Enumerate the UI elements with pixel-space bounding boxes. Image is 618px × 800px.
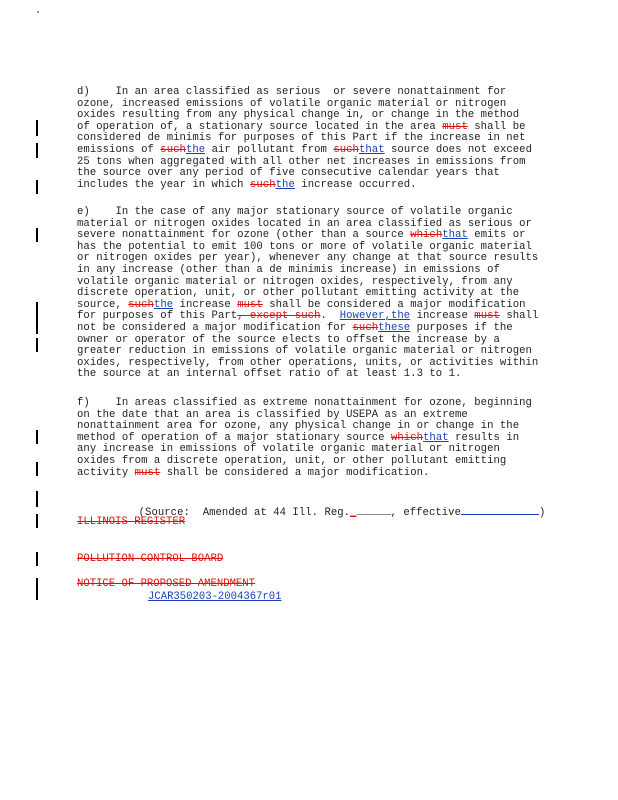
text-run: includes the year in which xyxy=(77,178,250,191)
text-run: shall xyxy=(499,310,539,323)
text-run: increase xyxy=(410,310,475,323)
header-notice-proposed-amendment: NOTICE OF PROPOSED AMENDMENT xyxy=(77,578,256,590)
deleted-text: must xyxy=(474,310,500,323)
source-effective: , effective xyxy=(390,506,461,519)
text-run: air pollutant from xyxy=(205,143,334,156)
register-volume-blank: _ xyxy=(350,506,357,519)
text-run: shall be xyxy=(467,120,526,133)
inserted-text: However,the xyxy=(339,310,411,323)
change-bar xyxy=(36,338,38,352)
deleted-text: must xyxy=(134,466,161,479)
inserted-text: that xyxy=(423,431,449,444)
deleted-text: which xyxy=(390,431,424,444)
text-run: severe nonattainment for ozone (other than a source xyxy=(77,229,411,242)
source-close: ) xyxy=(539,506,546,519)
text-run: shall be considered a major modification. xyxy=(160,466,430,479)
inserted-text: the xyxy=(275,178,295,191)
change-bar xyxy=(36,578,38,600)
text-run: any increase in emissions of volatile organic material or nitrogen xyxy=(77,443,500,456)
change-bar xyxy=(36,462,38,476)
change-bar xyxy=(36,491,38,507)
inserted-text: the xyxy=(185,143,206,156)
change-bar xyxy=(36,514,38,528)
text-run: source, xyxy=(77,298,129,311)
text-run: e) In the case of any major stationary source of volatile organic xyxy=(77,206,513,218)
scan-speck xyxy=(37,11,39,13)
deleted-text: such xyxy=(128,298,154,311)
text-line xyxy=(77,369,547,381)
change-bar xyxy=(36,180,38,194)
header-illinois-register: ILLINOIS REGISTER xyxy=(77,516,186,528)
text-run: . xyxy=(320,310,340,323)
text-run: increase xyxy=(173,298,238,311)
text-run: activity xyxy=(77,466,135,479)
deleted-text: which xyxy=(410,229,443,242)
text-run: volatile organic material or nitrogen oxides, respectively, from any xyxy=(77,275,513,288)
text-run: d) In an area classified as serious or severe nonattainment for xyxy=(77,86,507,98)
text-run: oxides resulting from any physical change in, or change in the method xyxy=(77,109,520,122)
paragraph-d xyxy=(77,87,547,191)
text-run: discrete operation, unit, or other pollutant emitting activity at the xyxy=(77,287,520,300)
deleted-text: , except such xyxy=(237,310,321,323)
text-run: nonattainment area for ozone, any physical change in or change in the xyxy=(77,420,520,433)
change-bar xyxy=(36,143,38,158)
text-run: on the date that an area is classified by USEPA as an extreme xyxy=(77,408,468,421)
text-run: or nitrogen oxides per year), whenever any change at that source results xyxy=(77,252,539,265)
text-run: the source at an internal offset ratio of at least 1.3 to 1. xyxy=(77,368,462,381)
change-bar xyxy=(36,120,38,136)
text-run: in any increase (other than a de minimis increase) in emissions of xyxy=(77,263,500,276)
effective-date-blank xyxy=(461,505,539,515)
text-run: increase occurred. xyxy=(294,178,417,191)
text-run: oxides, respectively, from other operations, units, or activities within xyxy=(77,356,539,369)
text-run: shall be considered a major modification xyxy=(262,298,526,311)
text-run: for purposes of this Part xyxy=(77,310,238,323)
change-bar xyxy=(36,302,38,334)
text-run: method of operation of a major stationary source xyxy=(77,431,391,444)
text-run: owner or operator of the source elects to offset the increase by a xyxy=(77,333,500,346)
source-prefix: (Source: Amended at 44 Ill. Reg. xyxy=(138,506,351,519)
text-run: has the potential to emit 100 tons or more of volatile organic material xyxy=(77,240,532,253)
text-line xyxy=(77,180,547,192)
text-run: purposes if the xyxy=(410,321,513,334)
text-run: source does not exceed xyxy=(384,143,532,156)
inserted-text: that xyxy=(358,143,385,156)
text-run: material or nitrogen oxides located in an area classified as serious or xyxy=(77,217,532,230)
paragraph-f xyxy=(77,398,547,479)
text-run: of operation of, a stationary source located in the area xyxy=(77,120,443,133)
text-run: results in xyxy=(448,431,520,444)
deleted-text: such xyxy=(160,143,186,156)
text-run: ozone, increased emissions of volatile organic material or nitrogen xyxy=(77,97,507,110)
text-line xyxy=(77,468,547,480)
change-bar xyxy=(36,228,38,242)
change-bar xyxy=(36,552,38,566)
deleted-text: such xyxy=(352,321,379,334)
paragraph-e xyxy=(77,207,547,381)
change-bar xyxy=(36,430,38,444)
inserted-text: the xyxy=(153,298,174,311)
text-run: considered de minimis for purposes of this Part if the increase in net xyxy=(77,132,526,145)
text-run: 25 tons when aggregated with all other net increases in emissions from xyxy=(77,155,526,168)
deleted-text: must xyxy=(237,298,263,311)
inserted-text: that xyxy=(442,229,468,242)
inserted-text: these xyxy=(378,321,411,334)
text-run: greater reduction in emissions of volatile organic material or nitrogen xyxy=(77,345,532,358)
deleted-text: such xyxy=(250,178,276,191)
text-run: f) In areas classified as extreme nonattainment for ozone, beginning xyxy=(77,397,532,409)
text-run: not be considered a major modification for xyxy=(77,321,353,334)
text-run: the source over any period of five consecutive calendar years that xyxy=(77,167,500,180)
register-page-blank xyxy=(357,505,391,515)
text-run: oxides from a discrete operation, unit, or other pollutant emitting xyxy=(77,454,507,467)
text-run: emissions of xyxy=(77,143,161,156)
jcar-reference: JCAR350203-2004367r01 xyxy=(148,591,282,603)
deleted-text: such xyxy=(333,143,359,156)
text-run: emits or xyxy=(467,229,526,242)
deleted-text: must xyxy=(442,120,468,133)
header-pollution-control-board: POLLUTION CONTROL BOARD xyxy=(77,553,224,565)
